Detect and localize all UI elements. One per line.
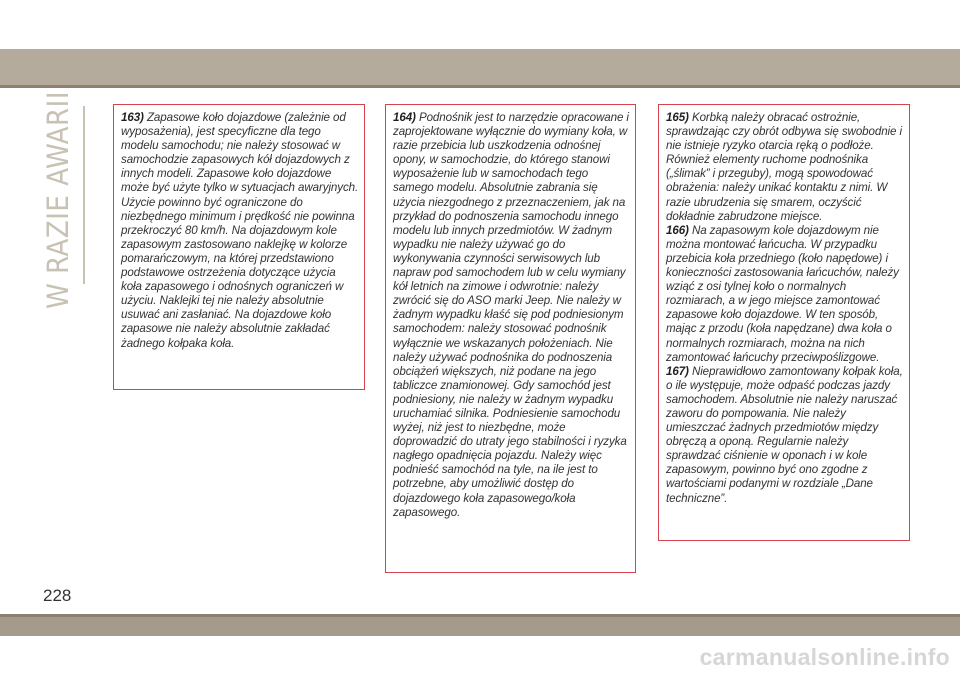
warning-text: Na zapasowym kole dojazdowym nie można montować łańcucha. W przypadku przebicia koła przedniego (koło napędowe) i konieczności zastosowania łańcuchów, należy wziąć z osi tylnej koło o normalnych rozmiarach, a w jego miejsce zamontować zapasowe koło dojazdowe. W ten sposób, mając z przodu (koła napędzane) dwa koła o normalnych rozmiarach, można na nich zamontować łańcuchy przeciwpoślizgowe. <box>666 223 899 364</box>
warning-number: 164) <box>393 111 416 124</box>
warning-165 <box>666 111 902 223</box>
footer-band <box>0 614 960 636</box>
warning-number: 163) <box>121 111 144 124</box>
warning-163 <box>121 111 358 350</box>
warning-164 <box>393 111 629 519</box>
warning-text: Nieprawidłowo zamontowany kołpak koła, o ile występuje, może odpaść podczas jazdy samochodem. Absolutnie nie należy naruszać zaworu do pompowania. Nie należy umieszczać żadnych przedmiotów między obręczą a oponą. Regularnie należy sprawdzać ciśnienie w oponach i w kole zapasowym, powinno być ono zgodne z wartościami podanymi w rozdziale „Dane techniczne”. <box>666 364 903 505</box>
warning-text: Podnośnik jest to narzędzie opracowane i zaprojektowane wyłącznie do wymiany koła, w razie przebicia lub uszkodzenia odnośnej opony, w samochodzie, do którego stanowi wyposażenie lub w samochodach tego samego modelu. Absolutnie zabrania się użycia niezgodnego z przeznaczeniem, jak na przykład do podnoszenia samochodu innego modelu lub innych przedmiotów. W żadnym wypadku nie należy używać go do wykonywania czynności serwisowych lub napraw pod samochodem lub w celu wymiany kół letnich na zimowe i odwrotnie: należy zwrócić się do ASO marki Jeep. Nie należy w żadnym wypadku kłaść się pod podniesionym samochodem: należy stosować podnośnik wyłącznie we wskazanych położeniach. Nie należy używać podnośnika do podnoszenia obciążeń większych, niż podane na jego tabliczce znamionowej. Gdy samochód jest podniesiony, nie należy w żadnym wypadku uruchamiać silnika. Podniesienie samochodu wyżej, niż jest to niezbędne, może doprowadzić do utraty jego stabilności i ryzyka nagłego opadnięcia pojazdu. Należy więc podnieść samochód na tyle, na ile jest to potrzebne, aby umożliwić dostęp do dojazdowego koła zapasowego/koła zapasowego. <box>393 111 629 519</box>
warning-text: Zapasowe koło dojazdowe (zależnie od wyposażenia), jest specyficzne dla tego modelu samochodu; nie należy stosować w samochodzie zapasowych kół dojazdowych z innych modeli. Zapasowe koło dojazdowe może być użyte tylko w sytuacjach awaryjnych. Użycie powinno być ograniczone do niezbędnego minimum i prędkość nie powinna przekroczyć 80 km/h. Na dojazdowym kole zapasowym zastosowano naklejkę w kolorze pomarańczowym, na której przedstawiono podstawowe ostrzeżenia dotyczące użycia koła zapasowego i odnośnych ograniczeń w użyciu. Naklejki tej nie należy absolutnie usuwać ani zasłaniać. Na dojazdowe koło zapasowe nie należy absolutnie zakładać żadnego kołpaka koła. <box>121 111 359 350</box>
section-title: W RAZIE AWARII <box>41 90 75 310</box>
page-number: 228 <box>43 586 72 605</box>
warning-number: 167) <box>666 364 689 378</box>
warning-number: 166) <box>666 223 689 237</box>
warning-box-164 <box>385 104 636 573</box>
warning-box-165-167 <box>658 104 910 541</box>
warning-167 <box>666 365 903 505</box>
warning-box-163 <box>113 104 365 390</box>
warning-166 <box>666 224 899 364</box>
warning-text: Korbką należy obracać ostrożnie, sprawdzając czy obrót odbywa się swobodnie i nie istnieje ryzyko otarcia ręką o podłoże. Również elementy ruchome podnośnika („ślimak” i przeguby), mogą spowodować obrażenia: należy unikać kontaktu z nimi. W razie ubrudzenia się smarem, oczyścić dokładnie zabrudzone miejsce. <box>666 111 902 223</box>
section-title-rule <box>83 106 85 284</box>
watermark: carmanualsonline.info <box>699 644 950 670</box>
warning-number: 165) <box>666 111 689 124</box>
header-band <box>0 49 960 88</box>
